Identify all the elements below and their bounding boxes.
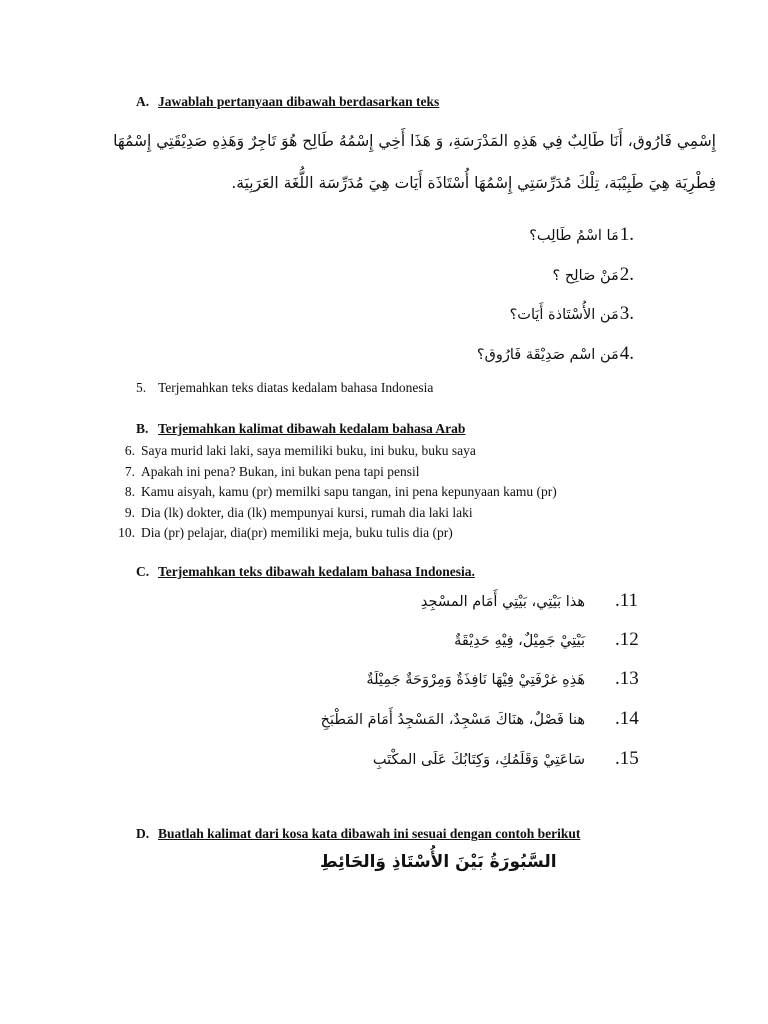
translation-item-15 (285, 748, 639, 770)
section-d-heading (136, 826, 580, 842)
section-a-title: Jawablah pertanyaan dibawah berdasarkan teks (158, 94, 440, 109)
section-a-heading (136, 94, 439, 110)
translation-item-text: هذا بَيْتِي، بَيْتِي أَمَام المسْجِدِ (420, 594, 585, 610)
translation-item-number: .14 (615, 708, 639, 729)
question-3 (510, 303, 634, 325)
section-d-example: السَّبُورَةُ بَيْنَ الأُسْتَاذِ وَالحَائِطِ (320, 852, 557, 872)
item-text: Dia (pr) pelajar, dia(pr) memiliki meja, buku tulis dia (pr) (141, 525, 453, 541)
translation-item-number: .13 (615, 668, 639, 689)
translation-item-text: هَذِهِ غرْفَتِيْ فِيْهَا نَافِذَةٌ وَمِرْوَحَةٌ جَمِيْلَةٌ (366, 672, 585, 688)
list-item (108, 482, 557, 503)
section-c-letter: C. (136, 564, 150, 579)
question-5 (136, 380, 433, 396)
section-c-title: Terjemahkan teks dibawah kedalam bahasa Indonesia. (158, 564, 475, 579)
question-3-text: مَن الأُسْتَاذة أَيَات؟ (509, 307, 619, 323)
translation-item-13 (285, 668, 639, 690)
reading-paragraph-line-2: فِطْرِيَة هِيَ طَبِيْبَة، تِلْكَ مُدَرِّسَتِي إِسْمُهَا أُسْتَاذَة أَيَات هِيَ مُدَرِّسَة اللُّغَة العَرَبِيَة. (231, 174, 716, 192)
translation-item-11 (285, 590, 638, 612)
question-1 (529, 224, 634, 246)
section-b-letter: B. (136, 421, 149, 436)
section-d-title: Buatlah kalimat dari kosa kata dibawah ini sesuai dengan contoh berikut (158, 826, 581, 841)
item-text: Dia (lk) dokter, dia (lk) mempunyai kursi, rumah dia laki laki (141, 504, 473, 520)
list-item (108, 462, 557, 483)
question-2 (553, 264, 634, 286)
item-number: 9. (124, 504, 135, 520)
question-4-text: مَن اسْم صَدِيْقَة فَارُوق؟ (476, 347, 619, 363)
question-4 (477, 343, 634, 365)
section-a-letter: A. (136, 94, 150, 109)
translation-item-number: .12 (615, 629, 639, 650)
question-4-number: 4. (619, 343, 634, 364)
translation-item-14 (285, 708, 639, 730)
item-text: Apakah ini pena? Bukan, ini bukan pena tapi pensil (141, 463, 420, 479)
item-number: 6. (124, 443, 135, 458)
translation-item-text: بَيْتِيْ جَمِيْلٌ، فِيْهِ حَدِيْقَةٌ (454, 633, 585, 649)
item-text: Saya murid laki laki, saya memiliki buku, ini buku, buku saya (141, 443, 476, 458)
translation-item-text: سَاعَتِيْ وَقَلَمُكِ، وَكِتَابُكَ عَلَى المكْتَبِ (372, 752, 585, 768)
translation-item-number: .15 (615, 748, 639, 769)
question-1-text: مَا اسْمُ طَالِب؟ (529, 228, 619, 244)
question-3-number: 3. (619, 303, 634, 324)
item-number: 7. (124, 463, 135, 479)
question-5-text: Terjemahkan teks diatas kedalam bahasa Indonesia (158, 380, 434, 395)
section-c-heading (136, 564, 475, 580)
question-2-number: 2. (619, 264, 634, 285)
translation-item-text: هنا فَصْلٌ، هنَاكَ مَسْجِدٌ، المَسْجِدُ أَمَامَ المَطْبَخِ (320, 712, 585, 728)
section-b-title: Terjemahkan kalimat dibawah kedalam bahasa Arab (158, 421, 466, 436)
list-item (108, 523, 557, 544)
question-5-number: 5. (136, 380, 147, 395)
item-number: 10. (118, 525, 135, 541)
translation-item-12 (285, 629, 639, 651)
question-1-number: 1. (619, 224, 634, 245)
item-number: 8. (124, 484, 135, 500)
reading-paragraph-line-1: إِسْمِي فَارُوق، أَنَا طَالِبٌ فِي هَذِهِ المَدْرَسَةِ، وَ هَذَا أَخِي إِسْمُهُ طَالِح هُوَ تَاجِرٌ وَهَذِهِ صَدِيْقَتِي إِسْمُهَا (113, 132, 716, 150)
section-d-letter: D. (136, 826, 150, 841)
list-item (108, 441, 557, 462)
question-2-text: مَنْ صَالِح ؟ (552, 268, 619, 284)
translation-item-number: .11 (615, 590, 639, 611)
item-text: Kamu aisyah, kamu (pr) memilki sapu tangan, ini pena kepunyaan kamu (pr) (141, 484, 557, 500)
list-item (108, 503, 557, 524)
section-b-heading (136, 421, 465, 437)
section-b-list (108, 441, 557, 544)
